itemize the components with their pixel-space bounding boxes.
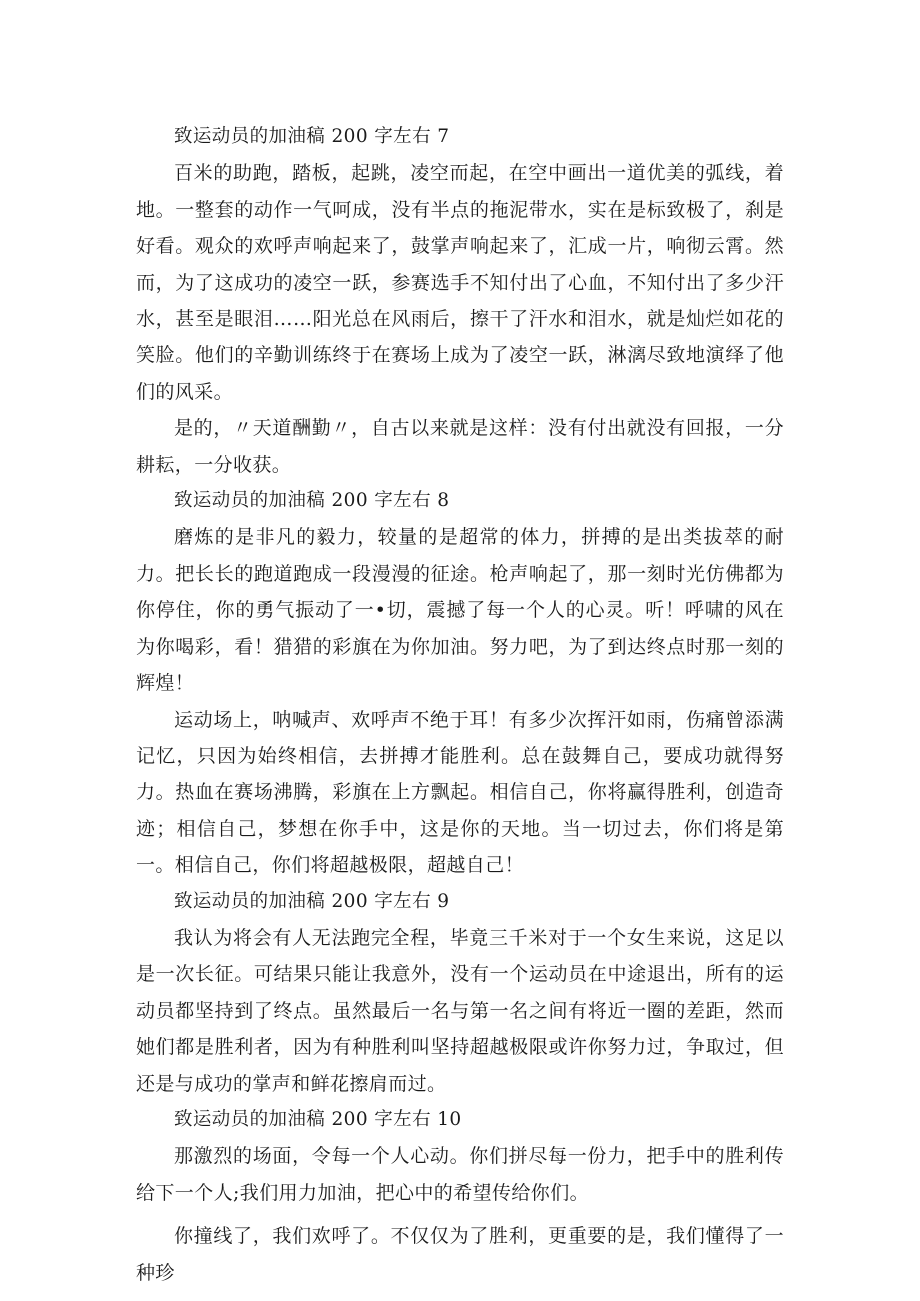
section-heading-10: 致运动员的加油稿 200 字左右 10 — [174, 1108, 462, 1130]
paragraph-10-1: 那激烈的场面，令每一个人心动。你们拼尽每一份力，把手中的胜利传给下一个人;我们用力加油，把心中的希望传给你们。 — [136, 1145, 784, 1204]
paragraph-7-2: 是的，〃天道酬勤〃，自古以来就是这样：没有付出就没有回报，一分耕耘，一分收获。 — [136, 417, 784, 476]
paragraph-9-1: 我认为将会有人无法跑完全程，毕竟三千米对于一个女生来说，这足以是一次长征。可结果只能让我意外，没有一个运动员在中途退出，所有的运动员都坚持到了终点。虽然最后一名与第一名之间有将近一圈的差距，然而她们都是胜利者，因为有种胜利叫坚持超越极限或许你努力过，争取过，但还是与成功的掌声和鲜花擦肩而过。 — [136, 926, 784, 1095]
section-heading-8: 致运动员的加油稿 200 字左右 8 — [174, 490, 450, 512]
paragraph-8-1: 磨炼的是非凡的毅力，较量的是超常的体力，拼搏的是出类拔萃的耐力。把长长的跑道跑成一段漫漫的征途。枪声响起了，那一刻时光仿佛都为你停住，你的勇气振动了一•切，震撼了每一个人的心灵。听！呼啸的风在为你喝彩，看！猎猎的彩旗在为你加油。努力吧，为了到达终点时那一刻的辉煌！ — [136, 526, 784, 695]
paragraph-10-2: 你撞线了，我们欢呼了。不仅仅为了胜利，更重要的是，我们懂得了一种珍 — [136, 1225, 784, 1284]
paragraph-7-1: 百米的助跑，踏板，起跳，凌空而起，在空中画出一道优美的弧线，着地。一整套的动作一气呵成，没有半点的拖泥带水，实在是标致极了，刹是好看。观众的欢呼声响起来了，鼓掌声响起来了，汇成一片，响彻云霄。然而，为了这成功的凌空一跃，参赛选手不知付出了心血，不知付出了多少汗水，甚至是眼泪……阳光总在风雨后，擦干了汗水和泪水，就是灿烂如花的笑脸。他们的辛勤训练终于在赛场上成为了凌空一跃，淋漓尽致地演绎了他们的风采。 — [136, 162, 784, 403]
document-page — [136, 119, 784, 1291]
paragraph-8-2: 运动场上，呐喊声、欢呼声不绝于耳！有多少次挥汗如雨，伤痛曾添满记忆，只因为始终相信，去拼搏才能胜利。总在鼓舞自己，要成功就得努力。热血在赛场沸腾，彩旗在上方飘起。相信自己，你将赢得胜利，创造奇迹；相信自己，梦想在你手中，这是你的天地。当一切过去，你们将是第一。相信自己，你们将超越极限，超越自己！ — [136, 708, 784, 877]
section-heading-7: 致运动员的加油稿 200 字左右 7 — [174, 126, 450, 147]
section-heading-9: 致运动员的加油稿 200 字左右 9 — [174, 890, 450, 912]
